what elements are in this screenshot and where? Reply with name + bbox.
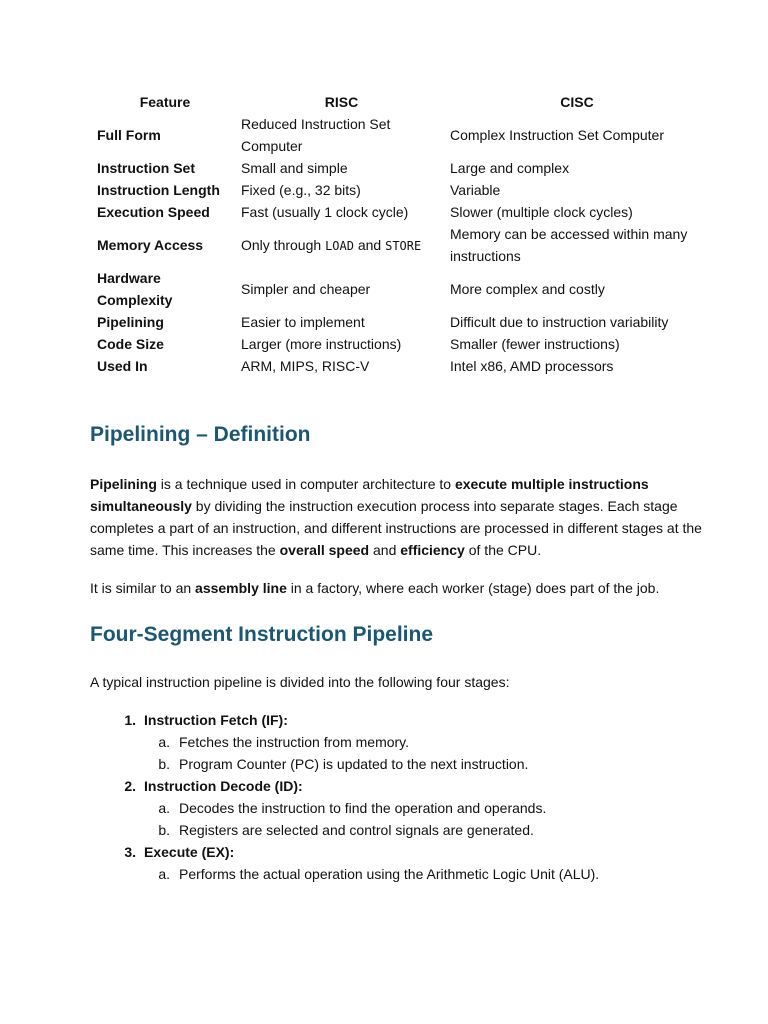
sub-letter: b. (158, 822, 170, 838)
pipeline-intro: A typical instruction pipeline is divided into the following four stages: (90, 674, 510, 690)
list-item (90, 863, 710, 885)
cisc-cell: Complex Instruction Set Computer (450, 127, 664, 143)
sub-list (90, 731, 710, 775)
feature-cell: Execution Speed (97, 204, 210, 220)
table-header-row (93, 91, 708, 113)
feature-cell: Used In (97, 358, 148, 374)
risc-text: and (353, 236, 386, 253)
sub-text: Registers are selected and control signals are generated. (179, 822, 534, 838)
pipeline-stages-list (90, 709, 710, 885)
feature-cell: Instruction Set (97, 160, 196, 176)
bold-term: efficiency (400, 542, 465, 558)
step-title: Execute (EX): (144, 844, 235, 860)
header-risc: RISC (324, 94, 359, 110)
table-row (93, 267, 708, 311)
feature-cell: Instruction Length (97, 182, 220, 198)
cisc-cell: Large and complex (450, 160, 570, 176)
header-feature: Feature (139, 94, 191, 110)
list-item (90, 819, 710, 841)
cisc-cell: Slower (multiple clock cycles) (450, 204, 633, 220)
feature-cell: Pipelining (97, 314, 164, 330)
risc-cell: Reduced Instruction Set Computer (241, 116, 391, 154)
feature-cell: Memory Access (97, 237, 204, 253)
risc-cell: ARM, MIPS, RISC-V (241, 358, 370, 374)
risc-cell (237, 223, 446, 267)
text-run: in a factory, where each worker (stage) does part of the job. (286, 580, 660, 596)
table-row (93, 113, 708, 157)
risc-cell: Easier to implement (241, 314, 365, 330)
feature-cell: Hardware Complexity (97, 270, 173, 308)
header-cisc: CISC (560, 94, 594, 110)
sub-letter: a. (158, 866, 170, 882)
bold-term: overall speed (279, 542, 370, 558)
cisc-cell: Memory can be accessed within many instructions (450, 226, 688, 264)
step-number: 2. (124, 778, 136, 794)
sub-list (90, 797, 710, 841)
list-item (90, 841, 710, 885)
text-run: of the CPU. (464, 542, 542, 558)
cisc-cell: Intel x86, AMD processors (450, 358, 614, 374)
feature-cell: Code Size (97, 336, 164, 352)
feature-cell: Full Form (97, 127, 161, 143)
cisc-cell: Variable (450, 182, 501, 198)
list-item (90, 731, 710, 753)
section-heading-four-segment-pipeline: Four-Segment Instruction Pipeline (90, 623, 434, 646)
text-run: and (369, 542, 401, 558)
sub-text: Performs the actual operation using the Arithmetic Logic Unit (ALU). (179, 866, 600, 882)
definition-paragraph (90, 473, 710, 561)
step-title: Instruction Fetch (IF): (144, 712, 288, 728)
bold-term: assembly line (195, 580, 287, 596)
list-item (90, 709, 710, 775)
store-keyword: STORE (385, 238, 422, 253)
risc-cisc-comparison-table (93, 91, 708, 377)
table-row (93, 157, 708, 179)
sub-letter: b. (158, 756, 170, 772)
list-item (90, 753, 710, 775)
table-row (93, 355, 708, 377)
sub-letter: a. (158, 734, 170, 750)
risc-cell: Fixed (e.g., 32 bits) (241, 182, 361, 198)
risc-cell: Fast (usually 1 clock cycle) (241, 204, 409, 220)
load-keyword: LOAD (325, 238, 354, 253)
table-row (93, 311, 708, 333)
cisc-cell: Difficult due to instruction variability (450, 314, 669, 330)
table-row (93, 223, 708, 267)
risc-cell: Larger (more instructions) (241, 336, 402, 352)
section-heading-pipelining-definition: Pipelining – Definition (90, 423, 311, 446)
sub-text: Fetches the instruction from memory. (179, 734, 410, 750)
step-title: Instruction Decode (ID): (144, 778, 303, 794)
text-run: is a technique used in computer architecture to (156, 476, 455, 492)
text-run: It is similar to an (90, 580, 196, 596)
risc-cell: Small and simple (241, 160, 348, 176)
bold-term: execute multiple instructions simultaneously (90, 476, 649, 514)
sub-text: Decodes the instruction to find the operation and operands. (179, 800, 547, 816)
table-row (93, 179, 708, 201)
cisc-cell: Smaller (fewer instructions) (450, 336, 620, 352)
bold-term: Pipelining (90, 476, 157, 492)
sub-text: Program Counter (PC) is updated to the next instruction. (179, 756, 529, 772)
analogy-paragraph (90, 577, 710, 599)
step-number: 1. (124, 712, 136, 728)
table-row (93, 201, 708, 223)
sub-list (90, 863, 710, 885)
list-item (90, 797, 710, 819)
sub-letter: a. (158, 800, 170, 816)
text-run: by dividing the instruction execution process into separate stages. Each stage completes a part of an instruction, and different instructions are processed in different stages at the same time. This increases the (90, 498, 702, 558)
step-number: 3. (124, 844, 136, 860)
list-item (90, 775, 710, 841)
cisc-cell: More complex and costly (450, 281, 605, 297)
document-page (90, 91, 710, 885)
risc-text: Only through (241, 236, 326, 253)
risc-cell: Simpler and cheaper (241, 281, 371, 297)
table-row (93, 333, 708, 355)
